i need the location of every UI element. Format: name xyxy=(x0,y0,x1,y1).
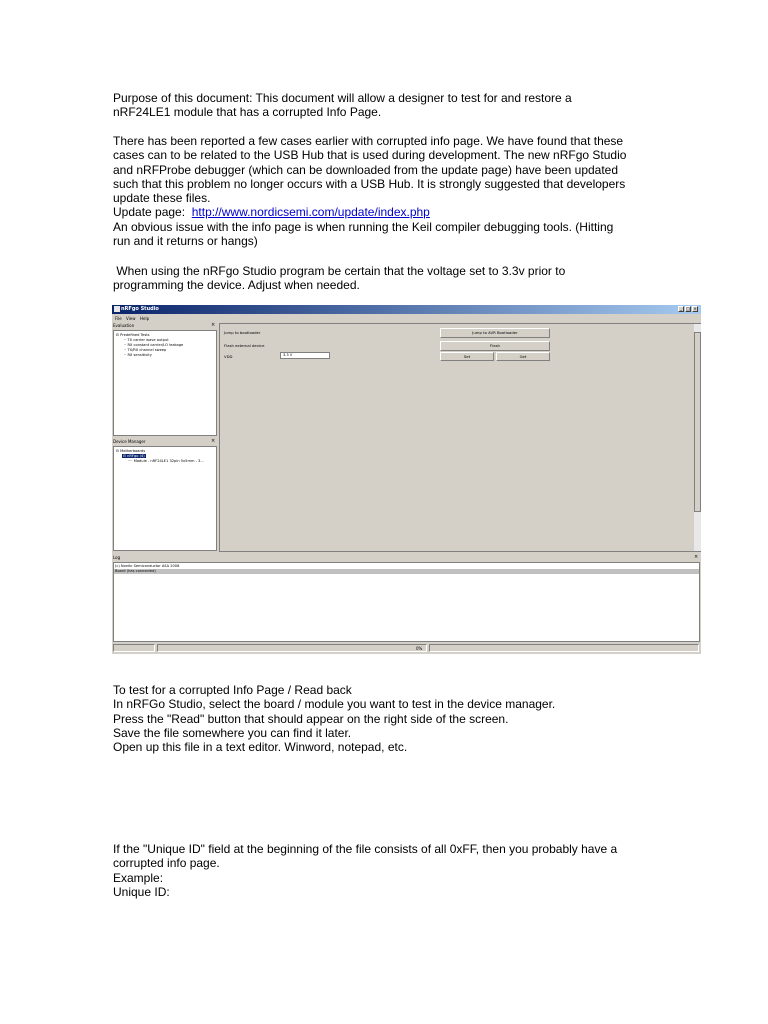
main-scroll-thumb[interactable] xyxy=(694,332,701,512)
purpose-paragraph xyxy=(113,91,673,120)
test-line-1: To test for a corrupted Info Page / Read back xyxy=(113,683,352,697)
reported-line-2: cases can to be related to the USB Hub that is used during development. The new nRFgo Studio xyxy=(113,148,627,163)
test-line-4: Save the file somewhere you can find it later. xyxy=(113,725,352,740)
voltage-line-1: When using the nRFgo Studio program be certain that the voltage set to 3.3v prior to xyxy=(113,264,566,278)
menu-view[interactable]: View xyxy=(126,316,136,321)
log-line-highlight: Board (has connected) xyxy=(114,569,699,574)
flash-label: Flash external device xyxy=(224,343,265,348)
status-cell xyxy=(113,644,155,652)
keil-line-2: run and it returns or hangs) xyxy=(113,234,258,249)
vdd-label: VDD xyxy=(224,354,233,359)
reported-line-5: update these files. xyxy=(113,191,211,206)
evaluation-close-icon[interactable]: × xyxy=(211,322,216,328)
eval-tree-item[interactable]: ·· TX carrier wave output xyxy=(124,338,169,342)
log-header xyxy=(113,555,701,561)
main-panel xyxy=(219,323,701,552)
update-page-line xyxy=(113,205,673,219)
voltage-paragraph xyxy=(113,264,673,293)
device-tree-module[interactable]: ···· Module - nRF24LE1 32pin 5x5mm - 3... xyxy=(128,459,204,463)
eval-tree-root[interactable]: ⊟ Predefined Tests xyxy=(116,333,150,337)
device-manager-title: Device Manager xyxy=(113,439,146,444)
unique-line-1: If the "Unique ID" field at the beginning of the file consists of all 0xFF, then you probably have a xyxy=(113,842,618,856)
unique-id-paragraph xyxy=(113,842,673,899)
test-line-2: In nRFGo Studio, select the board / module you want to test in the device manager. xyxy=(113,697,556,712)
eval-tree-item[interactable]: ·· RX sensitivity xyxy=(124,353,152,357)
flash-button[interactable]: Flash xyxy=(440,341,550,351)
menu-help[interactable]: Help xyxy=(140,316,150,321)
unique-line-2: corrupted info page. xyxy=(113,856,220,871)
log-line: (c) Nordic Semiconductor ASA 2008 xyxy=(115,564,180,568)
jump-to-bootloader-button[interactable]: Jump to AVR Bootloader xyxy=(440,328,550,338)
log-area xyxy=(113,562,700,642)
app-title: nRFgo Studio xyxy=(121,306,159,312)
main-scrollbar[interactable] xyxy=(694,324,701,551)
nrfgo-studio-screenshot xyxy=(112,305,701,654)
reported-line-1: There has been reported a few cases earlier with corrupted info page. We have found that these xyxy=(113,134,624,148)
jump-label: Jump to bootloader xyxy=(224,330,261,335)
evaluation-tree xyxy=(113,330,217,436)
menubar xyxy=(112,315,701,322)
device-manager-close-icon[interactable]: × xyxy=(211,438,216,444)
device-manager-header xyxy=(113,439,217,445)
get-button[interactable]: Get xyxy=(496,352,550,361)
menu-file[interactable]: File xyxy=(115,316,122,321)
test-line-3: Press the "Read" button that should appear on the right side of the screen. xyxy=(113,711,509,726)
keil-line-1: An obvious issue with the info page is when running the Keil compiler debugging tools. (Hitting xyxy=(113,219,614,234)
device-tree-board-selected[interactable]: ⊟ nRFgo (4) xyxy=(123,454,145,458)
eval-tree-item[interactable]: ·· TX/RX channel sweep xyxy=(124,348,167,352)
test-paragraph xyxy=(113,683,673,754)
example-label: Example: xyxy=(113,870,164,885)
purpose-line-1: Purpose of this document: This document will allow a designer to test for and restore a xyxy=(113,91,572,105)
update-page-label: Update page: xyxy=(113,205,186,220)
evaluation-pane-header xyxy=(113,323,217,329)
unique-id-label: Unique ID: xyxy=(113,884,170,899)
app-titlebar xyxy=(112,305,701,314)
update-page-link[interactable]: http://www.nordicsemi.com/update/index.php xyxy=(191,205,430,220)
log-title: Log xyxy=(113,555,121,560)
eval-tree-item[interactable]: ·· RX constant carrier/LO leakage xyxy=(124,343,184,347)
close-icon[interactable]: × xyxy=(693,306,697,311)
vdd-input[interactable]: 3.3 V xyxy=(280,352,330,359)
reported-line-4: such that this problem no longer occurs with a USB Hub. It is strongly suggested that developers xyxy=(113,176,626,191)
reported-line-3: and nRFProbe debugger (which can be downloaded from the update page) have been updated xyxy=(113,162,619,177)
purpose-line-2: nRF24LE1 module that has a corrupted Info Page. xyxy=(113,105,382,120)
progress-percent: 0% xyxy=(416,646,423,651)
set-button[interactable]: Set xyxy=(440,352,494,361)
reported-paragraph xyxy=(113,134,673,248)
device-manager-tree xyxy=(113,446,217,551)
device-tree-root[interactable]: ⊟ Motherboards xyxy=(116,449,146,453)
status-cell-right xyxy=(429,644,699,652)
progress-bar xyxy=(157,644,427,652)
minimize-icon[interactable]: _ xyxy=(680,306,682,311)
voltage-line-2: programming the device. Adjust when needed. xyxy=(113,278,360,293)
log-close-icon[interactable]: × xyxy=(694,554,699,560)
evaluation-pane-title: Evaluation xyxy=(113,323,135,328)
maximize-icon[interactable]: □ xyxy=(686,306,690,311)
app-icon xyxy=(114,306,120,312)
test-line-5: Open up this file in a text editor. Winword, notepad, etc. xyxy=(113,740,408,755)
